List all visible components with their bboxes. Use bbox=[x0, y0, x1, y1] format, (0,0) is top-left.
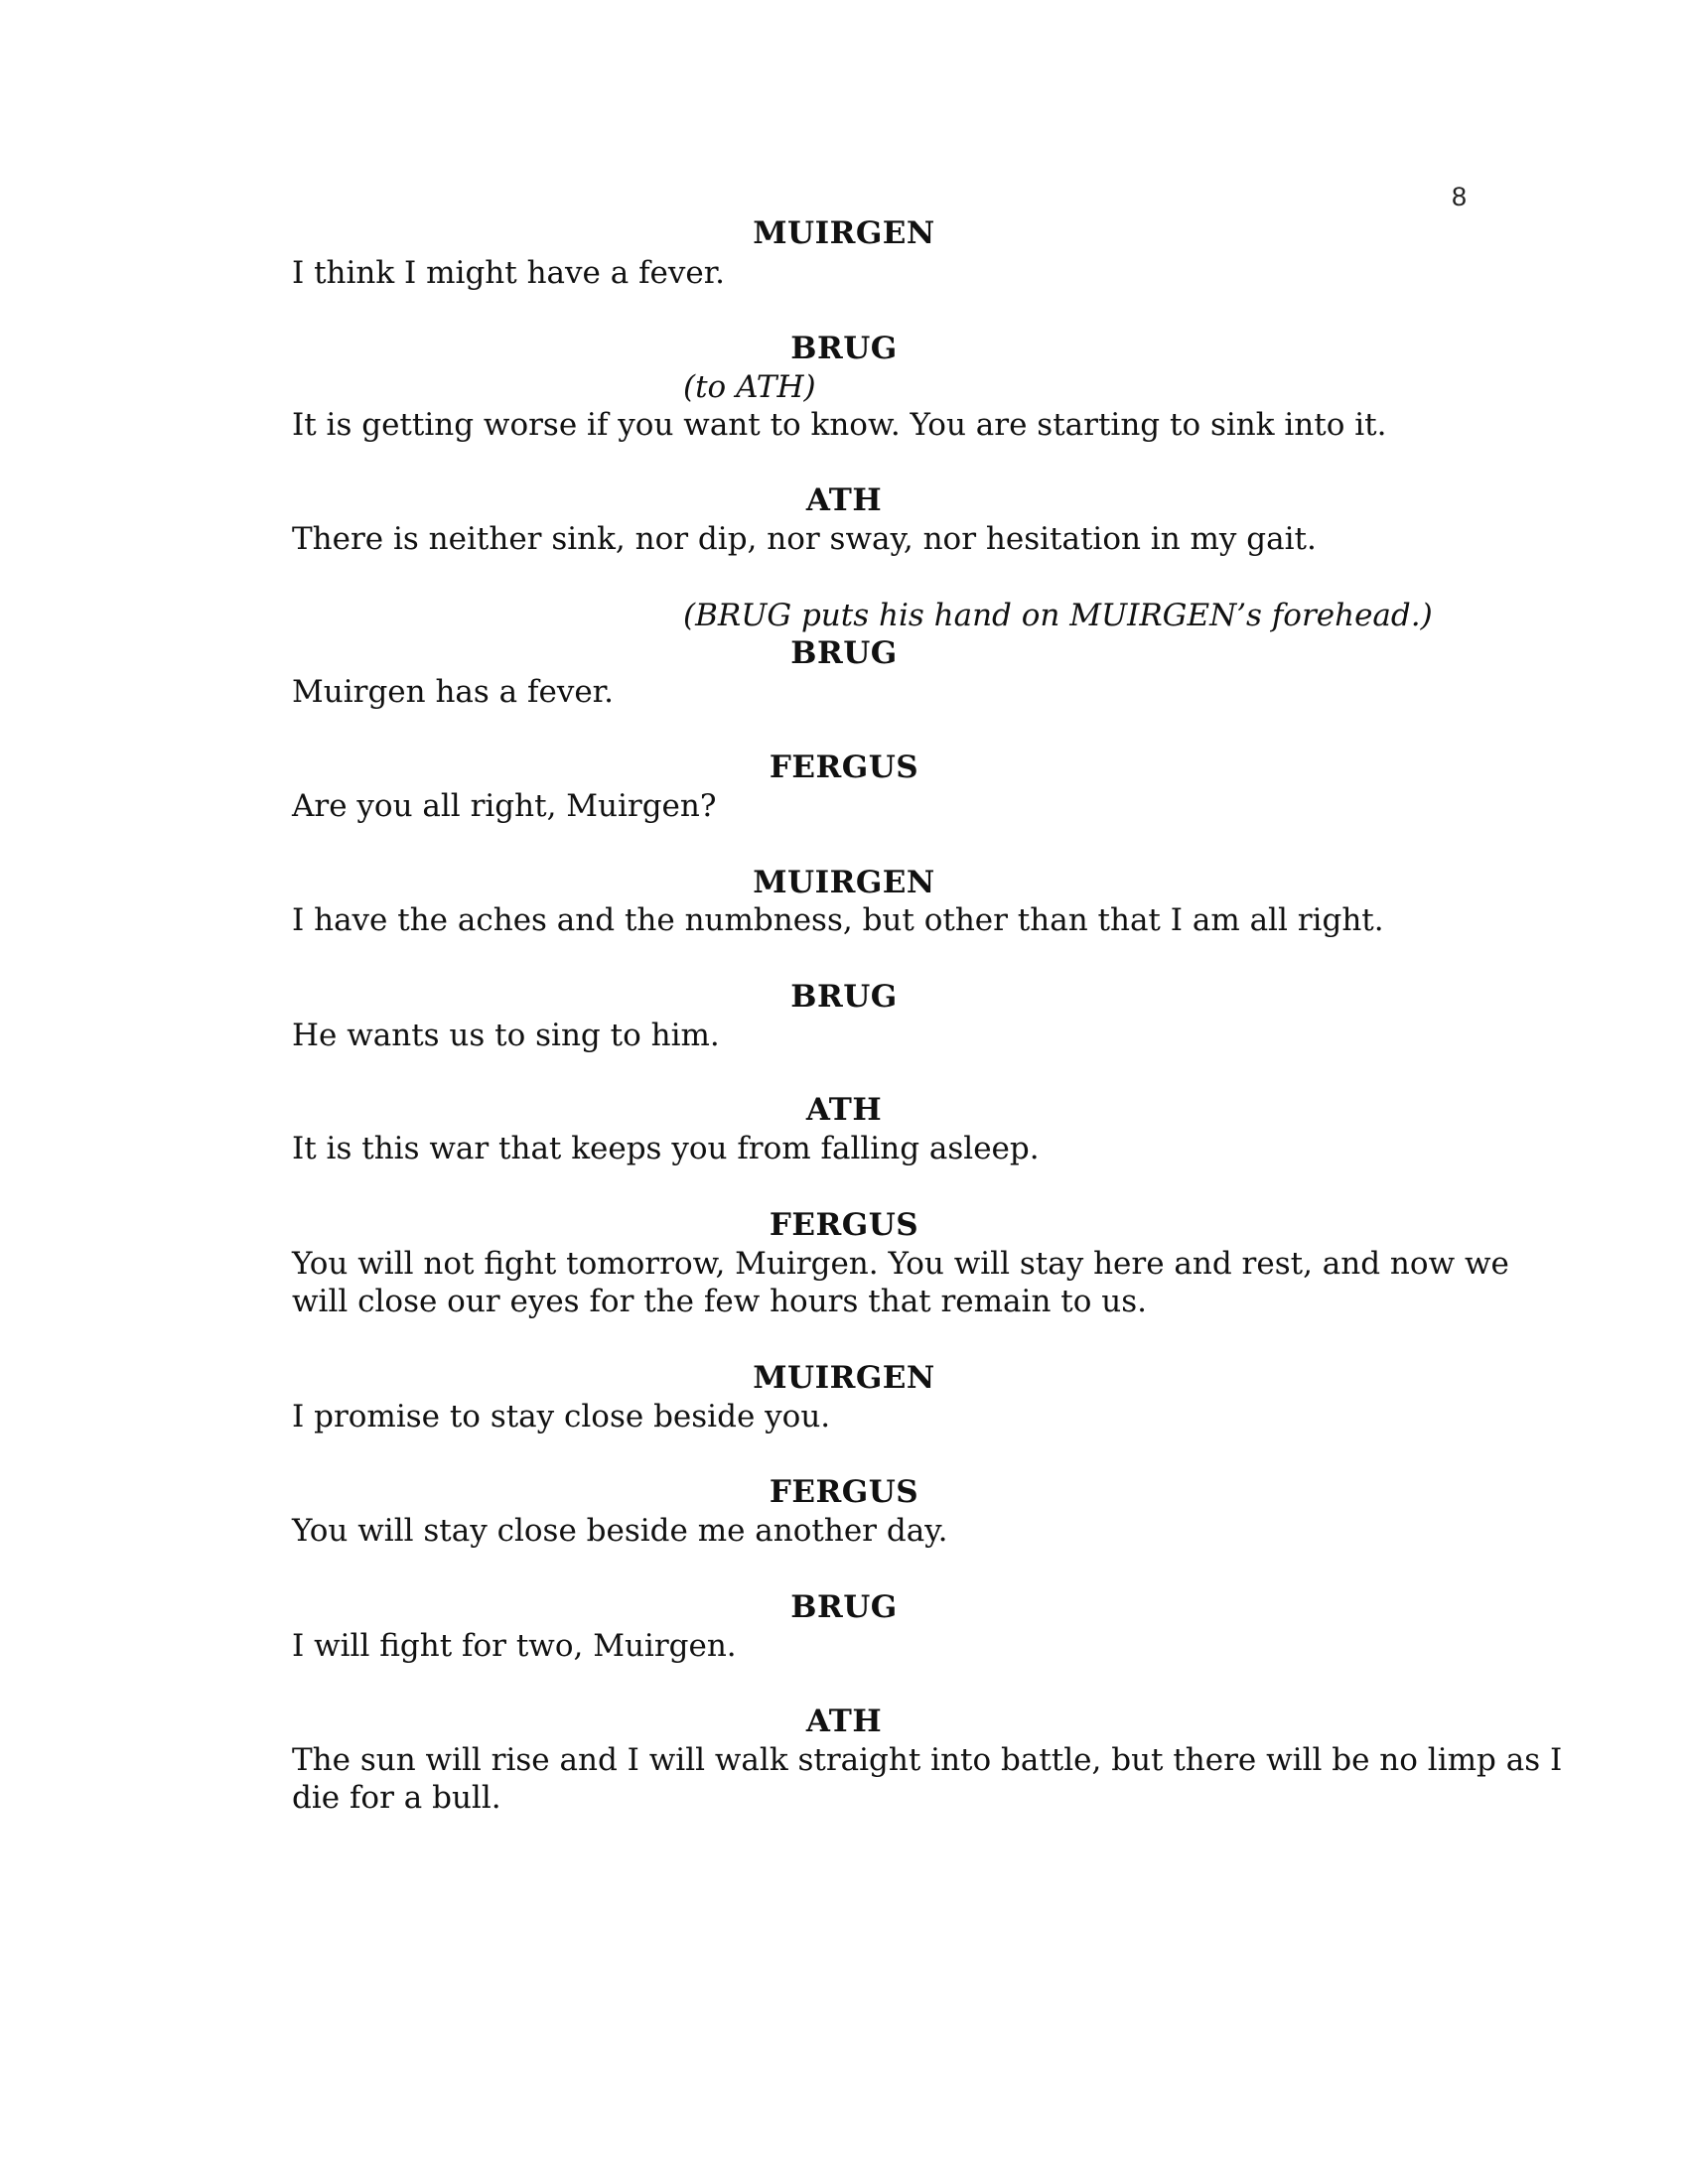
dialogue-line: will close our eyes for the few hours that remain to us. bbox=[292, 1284, 1147, 1319]
character-name: FERGUS bbox=[769, 1207, 919, 1243]
character-name: FERGUS bbox=[769, 750, 919, 785]
parenthetical: (to ATH) bbox=[683, 369, 816, 405]
character-name: ATH bbox=[805, 1092, 883, 1128]
dialogue-line: You will not fight tomorrow, Muirgen. You will stay here and rest, and now we bbox=[292, 1246, 1509, 1282]
character-name: MUIRGEN bbox=[753, 1360, 935, 1396]
page-number: 8 bbox=[1452, 182, 1468, 211]
dialogue-line: It is getting worse if you want to know. You are starting to sink into it. bbox=[292, 407, 1387, 443]
character-name: MUIRGEN bbox=[753, 215, 935, 251]
character-name: BRUG bbox=[790, 1589, 898, 1625]
character-name: ATH bbox=[805, 482, 883, 518]
dialogue-line: There is neither sink, nor dip, nor sway, nor hesitation in my gait. bbox=[292, 521, 1317, 557]
dialogue-line: I promise to stay close beside you. bbox=[292, 1399, 831, 1434]
dialogue-line: I have the aches and the numbness, but other than that I am all right. bbox=[292, 902, 1384, 938]
dialogue-line: The sun will rise and I will walk straight into battle, but there will be no limp as I bbox=[292, 1742, 1563, 1778]
dialogue-line: He wants us to sing to him. bbox=[292, 1018, 720, 1053]
dialogue-line: It is this war that keeps you from falling asleep. bbox=[292, 1131, 1040, 1166]
character-name: ATH bbox=[805, 1704, 883, 1739]
dialogue-line: Muirgen has a fever. bbox=[292, 674, 614, 710]
dialogue-line: die for a bull. bbox=[292, 1780, 501, 1816]
dialogue-line: Are you all right, Muirgen? bbox=[292, 788, 717, 824]
dialogue-line: You will stay close beside me another day. bbox=[292, 1513, 948, 1549]
character-name: FERGUS bbox=[769, 1474, 919, 1510]
character-name: BRUG bbox=[790, 979, 898, 1015]
character-name: BRUG bbox=[790, 635, 898, 671]
character-name: MUIRGEN bbox=[753, 865, 935, 900]
character-name: BRUG bbox=[790, 331, 898, 366]
dialogue-line: I think I might have a fever. bbox=[292, 255, 726, 291]
dialogue-line: I will fight for two, Muirgen. bbox=[292, 1628, 737, 1664]
stage-direction: (BRUG puts his hand on MUIRGEN’s forehead.) bbox=[683, 598, 1433, 633]
